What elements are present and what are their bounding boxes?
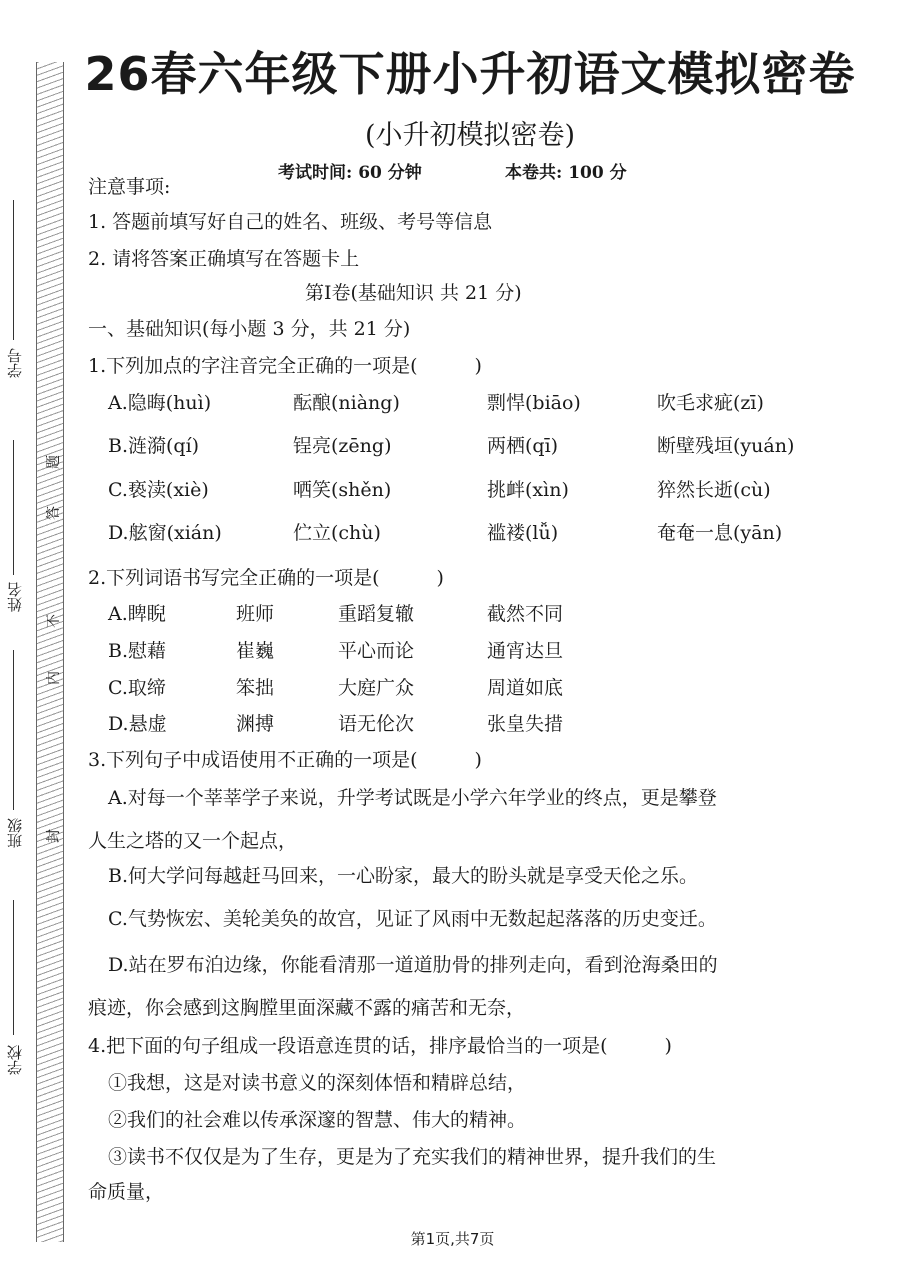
q1-option-d-1: D.舷窗(xián) — [108, 522, 222, 544]
q1-option-d-3: 褴褛(lǚ) — [487, 522, 559, 544]
question-1-stem: 1.下列加点的字注音完全正确的一项是( ) — [88, 355, 482, 377]
notice-item-1: 1. 答题前填写好自己的姓名、班级、考号等信息 — [88, 211, 493, 233]
q2-option-b-2: 崔巍 — [236, 640, 275, 662]
school-label: 学校 — [6, 1045, 24, 1075]
q2-option-c-4: 周道如底 — [487, 677, 564, 699]
q2-option-a-4: 截然不同 — [487, 603, 564, 625]
notice-heading: 注意事项: — [88, 176, 171, 198]
q1-option-d-2: 伫立(chù) — [293, 522, 381, 544]
notice-item-2: 2. 请将答案正确填写在答题卡上 — [88, 248, 360, 270]
seal-char-4: 内 — [46, 671, 62, 685]
q2-option-c-1: C.取缔 — [108, 677, 166, 699]
q2-option-b-3: 平心而论 — [338, 640, 415, 662]
q2-option-b-4: 通宵达旦 — [487, 640, 564, 662]
q1-option-d-4: 奄奄一息(yān) — [657, 522, 783, 544]
exam-subtitle: (小升初模拟密卷) — [364, 120, 576, 151]
q3-option-a-cont: 人生之塔的又一个起点， — [88, 830, 298, 852]
name-line — [13, 440, 14, 575]
q2-option-c-3: 大庭广众 — [338, 677, 415, 699]
class-label: 班级 — [6, 818, 24, 848]
binding-margin — [0, 0, 80, 1280]
seal-line-hatch — [36, 62, 64, 1242]
q1-option-c-1: C.亵渎(xiè) — [108, 479, 209, 501]
q2-option-d-1: D.悬虚 — [108, 713, 167, 735]
q3-option-a: A.对每一个莘莘学子来说，升学考试既是小学六年学业的终点，更是攀登 — [108, 787, 717, 809]
q2-option-d-2: 渊搏 — [236, 713, 275, 735]
q1-option-b-2: 锃亮(zēng) — [293, 435, 392, 457]
q1-option-c-3: 挑衅(xìn) — [487, 479, 569, 501]
class-line — [13, 650, 14, 810]
q3-option-d-cont: 痕迹，你会感到这胸膛里面深藏不露的痛苦和无奈， — [88, 997, 526, 1019]
q2-option-d-3: 语无伦次 — [338, 713, 415, 735]
q1-option-a-2: 酝酿(niàng) — [293, 392, 400, 414]
seal-char-5: 封 — [46, 829, 62, 843]
q1-option-b-1: B.涟漪(qí) — [108, 435, 200, 457]
page-footer: 第1页,共7页 — [410, 1230, 495, 1248]
name-label: 姓名 — [6, 582, 24, 612]
student-id-label: 学号 — [6, 348, 24, 378]
q3-option-b: B.何大学问每越赶马回来，一心盼家，最大的盼头就是享受天伦之乐。 — [108, 865, 699, 887]
q2-option-d-4: 张皇失措 — [487, 713, 564, 735]
section-heading: 一、基础知识(每小题 3 分，共 21 分) — [88, 318, 411, 340]
exam-score: 本卷共: 100 分 — [505, 163, 627, 183]
question-3-stem: 3.下列句子中成语使用不正确的一项是( ) — [88, 749, 482, 771]
q1-option-a-1: A.隐晦(huì) — [108, 392, 212, 414]
q4-sentence-3-cont: 命质量， — [88, 1181, 165, 1203]
q1-option-c-4: 猝然长逝(cù) — [657, 479, 771, 501]
q3-option-c: C.气势恢宏、美轮美奂的故宫，见证了风雨中无数起起落落的历史变迁。 — [108, 908, 717, 930]
question-2-stem: 2.下列词语书写完全正确的一项是( ) — [88, 567, 444, 589]
seal-char-2: 答 — [46, 506, 62, 520]
q2-option-a-3: 重蹈复辙 — [338, 603, 415, 625]
q1-option-b-4: 断壁残垣(yuán) — [657, 435, 795, 457]
q4-sentence-1: ①我想，这是对读书意义的深刻体悟和精辟总结， — [108, 1072, 527, 1094]
exam-title: 26春六年级下册小升初语文模拟密卷 — [84, 47, 856, 101]
q2-option-b-1: B.慰藉 — [108, 640, 167, 662]
q1-option-a-4: 吹毛求疵(zī) — [657, 392, 764, 414]
q2-option-a-2: 班师 — [236, 603, 275, 625]
q4-sentence-2: ②我们的社会难以传承深邃的智慧、伟大的精神。 — [108, 1109, 527, 1131]
student-id-line — [13, 200, 14, 340]
q2-option-a-1: A.睥睨 — [108, 603, 166, 625]
volume-heading: 第Ⅰ卷(基础知识 共 21 分) — [305, 282, 522, 304]
q1-option-a-3: 剽悍(biāo) — [487, 392, 581, 414]
q4-sentence-3: ③读书不仅仅是为了生存，更是为了充实我们的精神世界，提升我们的生 — [108, 1146, 717, 1168]
seal-char-1: 题 — [46, 455, 62, 469]
q2-option-c-2: 笨拙 — [236, 677, 275, 699]
question-4-stem: 4.把下面的句子组成一段语意连贯的话，排序最恰当的一项是( ) — [88, 1035, 672, 1057]
q3-option-d: D.站在罗布泊边缘，你能看清那一道道肋骨的排列走向，看到沧海桑田的 — [108, 954, 718, 976]
school-line — [13, 900, 14, 1035]
exam-time: 考试时间: 60 分钟 — [278, 163, 422, 183]
q1-option-c-2: 哂笑(shěn) — [293, 479, 392, 501]
seal-char-3: 不 — [46, 614, 62, 628]
q1-option-b-3: 两栖(qī) — [487, 435, 559, 457]
